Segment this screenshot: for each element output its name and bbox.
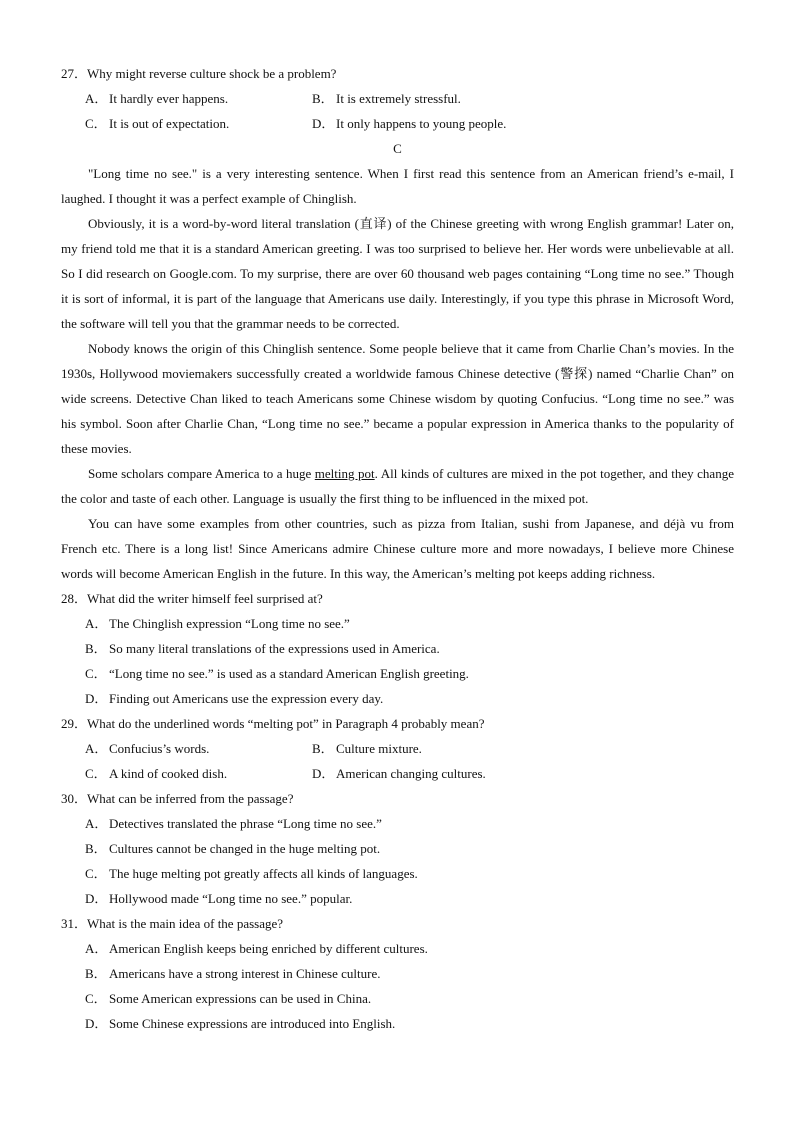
option-d: D． Hollywood made “Long time no see.” popular. — [85, 891, 353, 906]
option-a: A． Confucius’s words. — [85, 741, 210, 756]
option-c: C． “Long time no see.” is used as a standard American English greeting. — [85, 666, 469, 681]
option-d: D． American changing cultures. — [312, 766, 486, 781]
passage-paragraph-2: Obviously, it is a word-by-word literal translation (直译) of the Chinese greeting with wrong English grammar! Later on, my friend told me that it is a standard American greeting. I was too surprised to believe her. Her words were unbelievable at all. So I did research on Google.com. To my surprise, there are over 60 thousand web pages containing “Long time no see.” Though it is sort of informal, it is part of the language that Americans use daily. Interestingly, if you type this phrase in Microsoft Word, the software will tell you that the grammar needs to be corrected. — [61, 216, 734, 331]
passage-paragraph-1: "Long time no see." is a very interesting sentence. When I first read this sentence from an American friend’s e-mail, I laughed. I thought it was a perfect example of Chinglish. — [61, 166, 734, 206]
option-a: A． American English keeps being enriched by different cultures. — [85, 941, 428, 956]
question-text: What do the underlined words “melting pot” in Paragraph 4 probably mean? — [87, 716, 485, 731]
option-d: D． Some Chinese expressions are introduced into English. — [85, 1016, 396, 1031]
question-text: What is the main idea of the passage? — [87, 916, 284, 931]
passage-paragraph-3: Nobody knows the origin of this Chinglish sentence. Some people believe that it came from Charlie Chan’s movies. In the 1930s, Hollywood moviemakers successfully created a worldwide famous Chinese detective (警探) named “Charlie Chan” on wide screens. Detective Chan liked to teach Americans some Chinese wisdom by quoting Confucius. “Long time no see.” was his symbol. Soon after Charlie Chan, “Long time no see.” became a popular expression in America thanks to the popularity of these movies. — [61, 341, 734, 456]
question-number: 28． — [61, 591, 88, 606]
question-30 — [61, 786, 734, 811]
option-row — [61, 86, 734, 111]
option-b: B． So many literal translations of the expressions used in America. — [85, 641, 440, 656]
question-28 — [61, 586, 734, 611]
option-b: B． Americans have a strong interest in Chinese culture. — [85, 966, 381, 981]
question-number: 27． — [61, 66, 88, 81]
question-number: 30． — [61, 791, 88, 806]
option-c: C． A kind of cooked dish. — [85, 766, 228, 781]
option-c: C． Some American expressions can be used in China. — [85, 991, 372, 1006]
option-d: D． It only happens to young people. — [312, 116, 507, 131]
option-row — [61, 111, 734, 136]
option-a: A． Detectives translated the phrase “Long time no see.” — [85, 816, 382, 831]
passage-paragraph-4: Some scholars compare America to a huge melting pot. All kinds of cultures are mixed in the pot together, and they change the color and taste of each other. Language is usually the first thing to be influenced in the mixed pot. — [61, 466, 734, 506]
question-number: 29． — [61, 716, 88, 731]
option-c: C． It is out of expectation. — [85, 116, 230, 131]
option-d: D． Finding out Americans use the expression every day. — [85, 691, 384, 706]
question-29 — [61, 711, 734, 736]
option-c: C． The huge melting pot greatly affects all kinds of languages. — [85, 866, 418, 881]
option-b: B． Culture mixture. — [312, 741, 422, 756]
option-b: B． Cultures cannot be changed in the huge melting pot. — [85, 841, 381, 856]
question-number: 31． — [61, 916, 88, 931]
question-text: What did the writer himself feel surprised at? — [87, 591, 323, 606]
option-a: A． It hardly ever happens. — [85, 91, 229, 106]
option-row — [61, 736, 734, 761]
question-31 — [61, 911, 734, 936]
underlined-phrase: melting pot — [314, 466, 375, 481]
question-text: What can be inferred from the passage? — [87, 791, 294, 806]
document-page — [61, 61, 734, 1036]
option-b: B． It is extremely stressful. — [312, 91, 461, 106]
option-row — [61, 761, 734, 786]
option-a: A． The Chinglish expression “Long time no see.” — [85, 616, 350, 631]
question-27 — [61, 61, 734, 86]
question-text: Why might reverse culture shock be a problem? — [87, 66, 337, 81]
passage-paragraph-5: You can have some examples from other countries, such as pizza from Italian, sushi from Japanese, and déjà vu from French etc. There is a long list! Since Americans admire Chinese culture more and more nowadays, I believe more Chinese words will become American English in the future. In this way, the American’s melting pot keeps adding richness. — [61, 516, 734, 581]
section-heading: C — [393, 141, 402, 156]
